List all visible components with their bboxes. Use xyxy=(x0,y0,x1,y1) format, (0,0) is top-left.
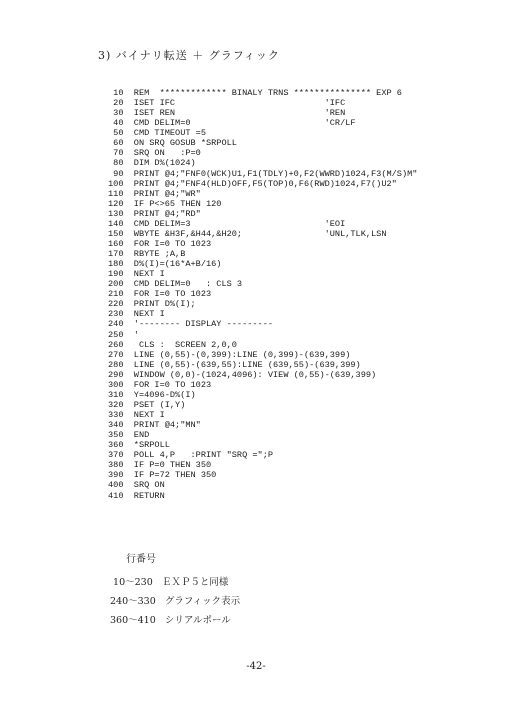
program-line: 210 FOR I=0 TO 1023 xyxy=(108,289,212,300)
program-line: 80 DIM D%(1024) xyxy=(108,158,196,169)
program-line: 230 NEXT I xyxy=(108,309,165,320)
note-row xyxy=(110,592,240,611)
program-line: 110 PRINT @4;"WR" xyxy=(108,188,201,199)
program-line: 70 SRQ ON :P=0 xyxy=(108,148,201,159)
program-line: 280 LINE (0,55)-(639,55):LINE (639,55)-(639,399) xyxy=(108,359,361,370)
program-line: 250 ' xyxy=(108,329,139,340)
program-line: 170 RBYTE ;A,B xyxy=(108,249,186,259)
program-line: 130 PRINT @4;"RD" xyxy=(108,208,201,219)
page-number: -42- xyxy=(246,661,266,672)
program-line: 400 SRQ ON xyxy=(108,480,165,491)
note-range: 10～230 xyxy=(110,577,153,588)
program-line: 190 NEXT I xyxy=(108,269,165,280)
program-line: 140 CMD DELIM=3 'EOI xyxy=(108,218,346,229)
note-description: ＥＸＰ５と同様 xyxy=(161,577,229,588)
program-line: 350 END xyxy=(108,430,150,441)
note-description: グラフィック表示 xyxy=(164,596,241,607)
program-line: 330 NEXT I xyxy=(108,410,165,420)
note-row xyxy=(110,573,240,592)
note-range: 240～330 xyxy=(110,596,156,607)
program-line: 340 PRINT @4;"MN" xyxy=(108,420,201,431)
program-line: 310 Y=4096-D%(I) xyxy=(108,389,196,400)
program-line: 320 PSET (I,Y) xyxy=(108,399,186,410)
program-line: 290 WINDOW (0,0)-(1024,4096): VIEW (0,55)-(639,399) xyxy=(108,369,377,380)
line-notes xyxy=(110,573,240,630)
program-line: 10 REM ************* BINALY TRNS *************** EXP 6 xyxy=(108,88,402,98)
program-line: 370 POLL 4,P :PRINT "SRQ =";P xyxy=(108,450,274,461)
program-line: 300 FOR I=0 TO 1023 xyxy=(108,379,212,390)
note-range: 360～410 xyxy=(110,615,156,626)
note-row xyxy=(110,611,240,630)
program-line: 220 PRINT D%(I); xyxy=(108,299,196,310)
program-line: 390 IF P=72 THEN 350 xyxy=(108,470,217,481)
line-number-heading: 行番号 xyxy=(126,554,156,565)
program-line: 270 LINE (0,55)-(0,399):LINE (0,399)-(639,399) xyxy=(108,349,351,360)
program-line: 120 IF P<>65 THEN 120 xyxy=(108,198,222,209)
program-line: 60 ON SRQ GOSUB *SRPOLL xyxy=(108,138,237,149)
program-line: 150 WBYTE &H3F,&H44,&H20; 'UNL,TLK,LSN xyxy=(108,228,387,239)
program-line: 360 *SRPOLL xyxy=(108,440,170,451)
program-line: 200 CMD DELIM=0 : CLS 3 xyxy=(108,279,243,290)
program-line: 40 CMD DELIM=0 'CR/LF xyxy=(108,118,356,129)
program-line: 410 RETURN xyxy=(108,490,165,501)
program-line: 50 CMD TIMEOUT =5 xyxy=(108,128,206,139)
program-line: 160 FOR I=0 TO 1023 xyxy=(108,238,212,249)
basic-program-listing xyxy=(108,88,417,501)
program-line: 260 CLS : SCREEN 2,0,0 xyxy=(108,339,237,350)
program-line: 240 '-------- DISPLAY --------- xyxy=(108,319,274,330)
program-line: 380 IF P=0 THEN 350 xyxy=(108,460,212,471)
program-line: 100 PRINT @4;"FNF4(HLD)OFF,F5(TOP)0,F6(RWD)1024,F7()U2" xyxy=(108,178,397,189)
program-line: 20 ISET IFC 'IFC xyxy=(108,98,346,109)
section-title: 3) バイナリ転送 ＋ グラフィック xyxy=(98,49,280,62)
program-line: 90 PRINT @4;"FNF0(WCK)U1,F1(TDLY)+0,F2(WWRD)1024,F3(M/S)M" xyxy=(108,168,418,179)
program-line: 180 D%(I)=(16*A+B/16) xyxy=(108,259,222,270)
note-description: シリアルポール xyxy=(164,615,231,626)
program-line: 30 ISET REN 'REN xyxy=(108,108,346,119)
